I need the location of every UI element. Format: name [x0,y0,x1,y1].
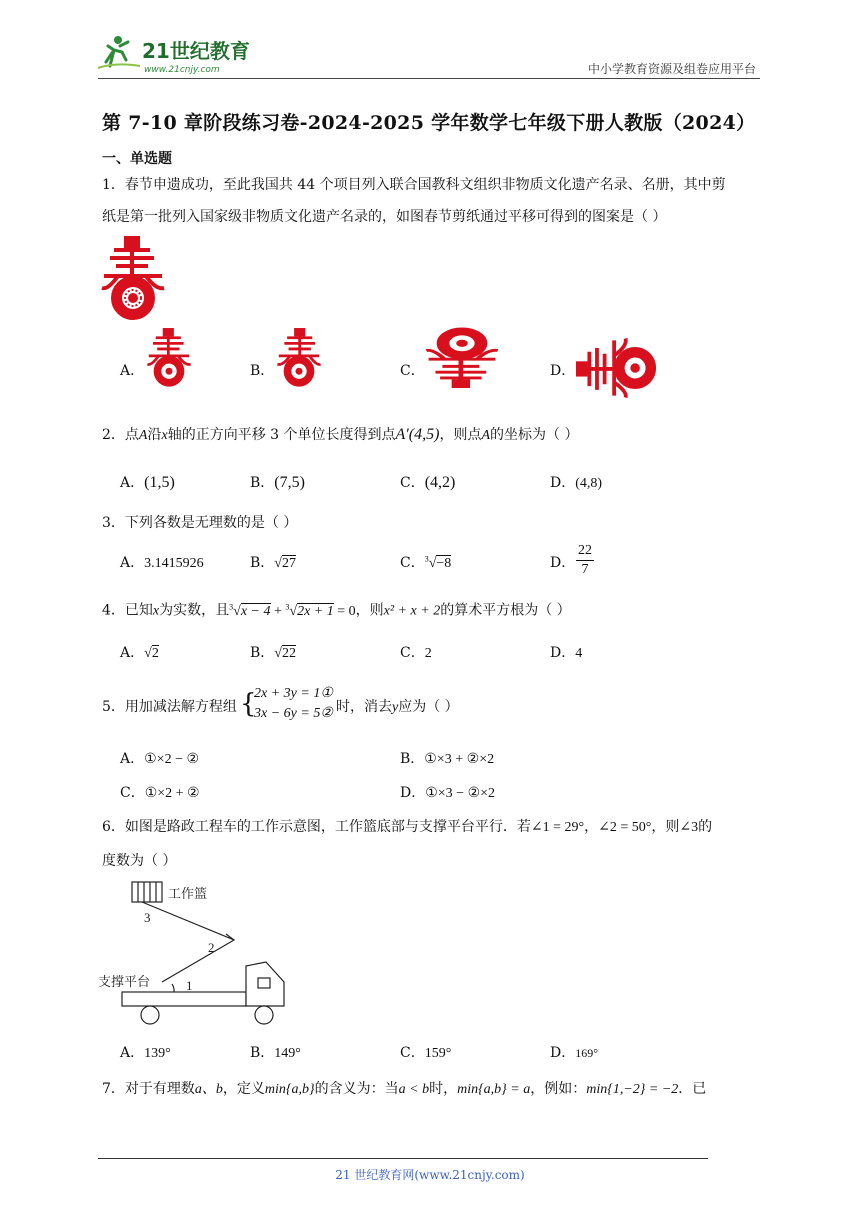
question-4: 4．已知x为实数，且$^3$√x − 4 + $^3$√2x + 1 = 0，则x² + x + 2的算术平方根为（ ） [102,602,571,619]
runner-icon [98,36,140,68]
q2-var: A [481,428,491,443]
q3-option-b: B．√27 [250,555,296,571]
site-name: 中小学教育资源及组卷应用平台 [587,62,756,76]
logo-url-text: www.21cnjy.com [144,65,220,75]
angle-3-label: 3 [144,910,151,925]
q1-option-c-label: C． [400,363,425,379]
q2-number: 2． [102,427,125,443]
q4-option-a: A．√2 [120,645,159,661]
q5-option-a: A．①×2 − ② [120,751,200,767]
q1-option-b-figure [276,328,322,388]
q5-option-c: C．①×2 + ② [120,785,200,801]
angle-2-label: 2 [208,940,215,955]
q4-option-b: B．√22 [250,645,296,661]
q2-var: A [138,428,148,443]
q2-var: x [161,428,168,443]
basket-label: 工作篮 [168,887,208,902]
section-heading: 一、单选题 [102,151,172,167]
q2-text: 点 [124,427,139,443]
truck-diagram [98,878,298,1030]
q3-option-c: C．$^3$√−8 [400,554,452,571]
q5-brace: { [240,689,257,719]
q6-option-c: C．159° [400,1045,452,1061]
q3-option-d-fraction: 22 7 [578,543,592,577]
q1-number: 1． [102,177,125,193]
question-5-lead: 5．用加减法解方程组 [102,699,237,715]
q2-option-c: C．(4,2) [400,474,456,491]
q5-option-b: B．①×3 + ②×2 [400,751,495,767]
q1-option-c-figure [424,326,500,388]
q6-text-line2: 度数为（ ） [102,853,177,869]
q5-eq2: 3x − 6y = 5② [254,706,333,721]
q4-option-c: C．2 [400,645,432,661]
q2-text: ，则点 [439,427,482,443]
q6-option-d: D．169° [550,1045,599,1061]
q2-point: A′(4,5) [395,426,440,443]
q3-text: 下列各数是无理数的是（ ） [124,515,298,531]
site-logo [96,32,266,76]
angle-1-label: 1 [186,978,193,993]
q5-system [254,684,333,724]
question-7: 7．对于有理数a、b，定义min{a,b}的含义为：当a < b时，min{a,b} = a，例如：min{1,−2} = −2．已 [102,1081,707,1097]
q2-text: 轴的正方向平移 3 个单位长度得到点 [167,427,396,443]
footer-link[interactable]: 21 世纪教育网(www.21cnjy.com) [335,1168,525,1182]
question-2 [102,420,782,451]
work-basket [132,882,162,902]
q1-option-a-figure [146,328,192,388]
q2-option-a: A．(1,5) [120,474,175,491]
boom-arms [142,902,234,982]
platform-label: 支撑平台 [98,975,151,990]
logo-main-text: 21世纪教育 [142,39,250,63]
q5-text-tail: 时，消去y应为（ ） [336,699,459,715]
q2-text: 沿 [147,427,162,443]
truck-cab [246,962,284,1006]
q5-eq1: 2x + 3y = 1① [254,686,333,701]
spring-papercut-figure [100,236,166,322]
q1-text-line2: 纸是第一批列入国家级非物质文化遗产名录的，如图春节剪纸通过平移可得到的图案是（ ） [102,209,667,225]
q2-option-b: B．(7,5) [250,474,305,491]
q6-option-a: A．139° [120,1045,171,1061]
q1-option-a-label: A． [120,363,145,379]
question-6: 6．如图是路政工程车的工作示意图，工作篮底部与支撑平台平行．若∠1 = 29°，∠2 = 50°，则∠3的 [102,819,713,835]
q3-number: 3． [102,515,125,531]
question-3 [102,508,297,538]
support-platform [122,992,246,1006]
q1-option-b-label: B． [250,363,275,379]
q1-option-d-figure [576,332,658,404]
q4-option-d: D．4 [550,645,583,661]
q6-option-b: B．149° [250,1045,301,1061]
q1-option-d-label: D． [550,363,576,379]
q5-option-d: D．①×3 − ②×2 [400,785,496,801]
q2-text: 的坐标为（ ） [490,427,579,443]
q2-option-d: D．(4,8) [550,475,603,491]
q1-text-line1: 春节申遗成功，至此我国共 44 个项目列入联合国教科文组织非物质文化遗产名录、名册，其中剪 [124,177,726,193]
page-title: 第 7-10 章阶段练习卷-2024-2025 学年数学七年级下册人教版（2024） [102,112,756,134]
q3-option-a: A．3.1415926 [120,555,204,571]
footer-rule [98,1158,708,1159]
question-1 [102,170,772,200]
q3-option-d: D． [550,555,576,571]
header-rule [98,78,760,79]
